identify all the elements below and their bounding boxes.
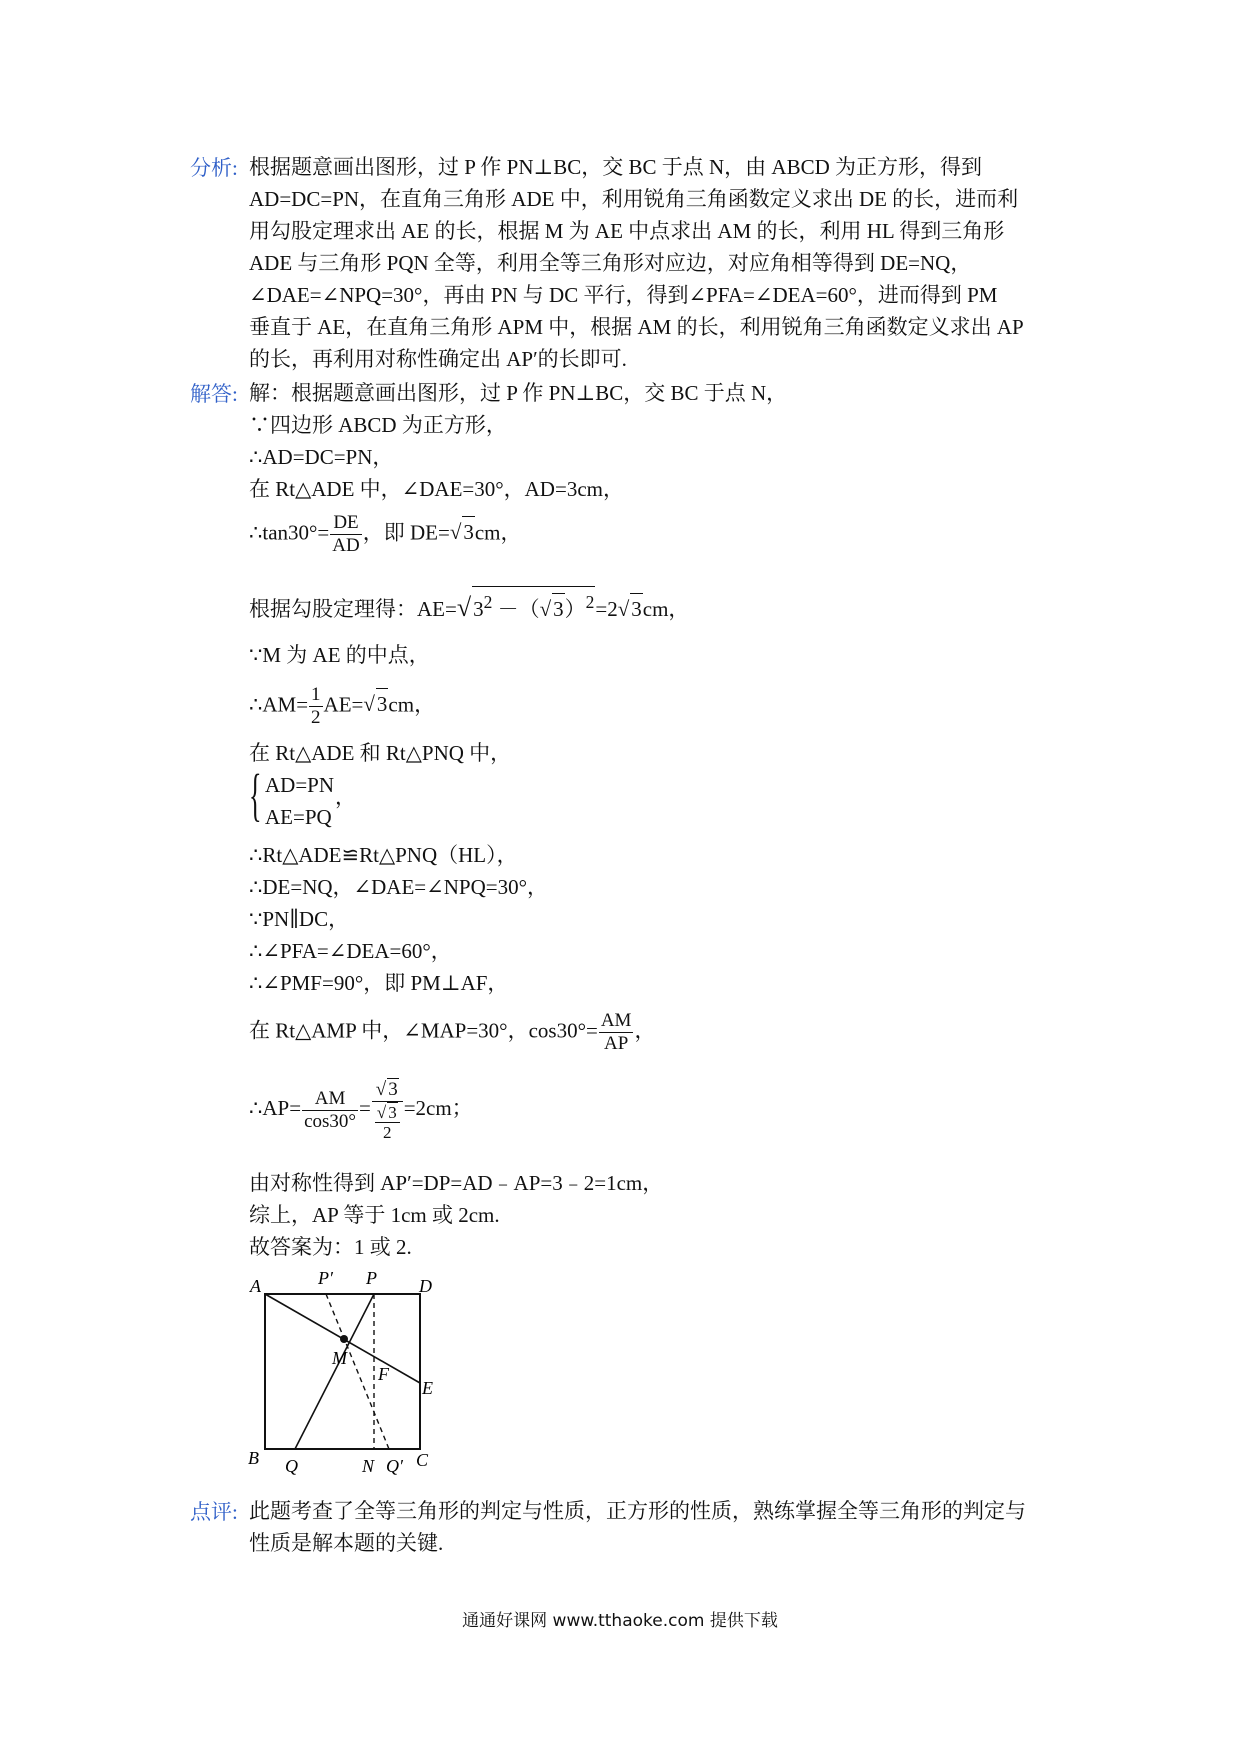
ap-equation: ∴AP= $\frac{AM}{\cos 30^\circ}$ = $\frac{√ 3}{\frac{√ 3}{2}}$ =2cm； [249, 1079, 473, 1142]
comment-label: 点评: [190, 1500, 238, 1524]
solution-line-10: ∴Rt△ADE≌Rt△PNQ（HL）， [249, 843, 518, 867]
point-m [340, 1335, 348, 1343]
am-equation: ∴AM= $\frac{1}{2}$ AE=√3cm， [249, 684, 436, 728]
solution-line-9: 在 Rt△ADE 和 Rt△PNQ 中， [249, 741, 512, 765]
label-p: P [366, 1268, 377, 1288]
comment-line-2: 性质是解本题的关键. [249, 1531, 444, 1555]
analysis-line-7: 的长，再利用对称性确定出 AP′的长即可. [249, 347, 627, 371]
label-m: M [332, 1348, 347, 1368]
label-q-prime: Q′ [386, 1456, 403, 1476]
solution-line-14: ∴∠PMF=90°，即 PM⊥AF， [249, 971, 509, 995]
system-row-2: AE=PQ [265, 805, 332, 829]
label-d: D [419, 1276, 432, 1296]
footer: 通通好课网 www.tthaoke.com 提供下载 [462, 1611, 778, 1631]
brace: { [249, 762, 262, 827]
analysis-line-2: AD=DC=PN，在直角三角形 ADE 中，利用锐角三角函数定义求出 DE 的长，进而利 [249, 187, 1019, 211]
solution-line-7: ∵M 为 AE 的中点， [249, 643, 430, 667]
analysis-label: 分析: [190, 156, 238, 180]
analysis-line-3: 用勾股定理求出 AE 的长，根据 M 为 AE 中点求出 AM 的长，利用 HL 得到三角形 [249, 219, 1005, 243]
solution-line-19: 故答案为：1 或 2. [249, 1235, 412, 1259]
analysis-line-4: ADE 与三角形 PQN 全等，利用全等三角形对应边，对应角相等得到 DE=NQ， [249, 251, 972, 275]
label-f: F [378, 1364, 389, 1384]
label-c: C [416, 1450, 429, 1470]
pythagoras-equation: 根据勾股定理得：$AE=√3^2 -(√3)^2=2√3cm$， [249, 586, 689, 624]
solution-line-1: 解：根据题意画出图形，过 P 作 PN⊥BC，交 BC 于点 N， [249, 381, 788, 405]
fraction-one-half: $\frac{1}{2}$ [311, 684, 321, 728]
system-row-1: AD=PN [265, 773, 335, 797]
label-b: B [248, 1448, 259, 1468]
analysis-line-6: 垂直于 AE，在直角三角形 APM 中，根据 AM 的长，利用锐角三角函数定义求出 AP [249, 315, 1024, 339]
fraction-am-cos30: $\frac{AM}{\cos 30^\circ}$ [304, 1087, 356, 1132]
label-e: E [422, 1378, 433, 1398]
analysis-line-1: 根据题意画出图形，过 P 作 PN⊥BC，交 BC 于点 N，由 ABCD 为正方形，得到 [249, 155, 983, 179]
tan-equation: ∴tan30°= $\frac{DE}{AD}$ ，即 DE=√3cm， [249, 512, 522, 556]
square-abcd [265, 1294, 420, 1449]
solution-line-11: ∴DE=NQ，∠DAE=∠NPQ=30°， [249, 875, 548, 899]
analysis-line-5: ∠DAE=∠NPQ=30°，再由 PN 与 DC 平行，得到∠PFA=∠DEA=60°，进而得到 PM [249, 283, 998, 307]
fraction-root3-over-root3-half: $\frac{√ 3}{\frac{√ 3}{2}}$ [372, 1078, 403, 1142]
label-q: Q [285, 1456, 298, 1476]
label-p-prime: P′ [318, 1268, 333, 1288]
solution-line-2: ∵四边形 ABCD 为正方形， [249, 413, 507, 437]
solution-line-18: 综上，AP 等于 1cm 或 2cm. [249, 1203, 500, 1227]
cos-equation: 在 Rt△AMP 中，∠MAP=30°，cos30°= $\frac{AM}{AP}$ ， [249, 1010, 656, 1054]
solution-line-4: 在 Rt△ADE 中，∠DAE=30°，AD=3cm， [249, 477, 624, 501]
geometry-figure [240, 1262, 460, 1482]
equation-system: { AD=PN AE=PQ ， [249, 770, 369, 834]
fraction-de-ad: $\frac{DE}{AD}$ [332, 512, 360, 556]
solution-line-3: ∴AD=DC=PN， [249, 445, 394, 469]
solution-line-12: ∵PN∥DC， [249, 907, 350, 931]
label-n: N [362, 1456, 375, 1476]
solution-label: 解答: [190, 382, 238, 406]
fraction-am-ap: $\frac{AM}{AP}$ [600, 1010, 632, 1054]
label-a: A [250, 1276, 261, 1296]
solution-line-17: 由对称性得到 AP′=DP=AD﹣AP=3﹣2=1cm， [249, 1171, 664, 1195]
solution-line-13: ∴∠PFA=∠DEA=60°， [249, 939, 452, 963]
comment-line-1: 此题考查了全等三角形的判定与性质，正方形的性质，熟练掌握全等三角形的判定与 [249, 1499, 1026, 1523]
